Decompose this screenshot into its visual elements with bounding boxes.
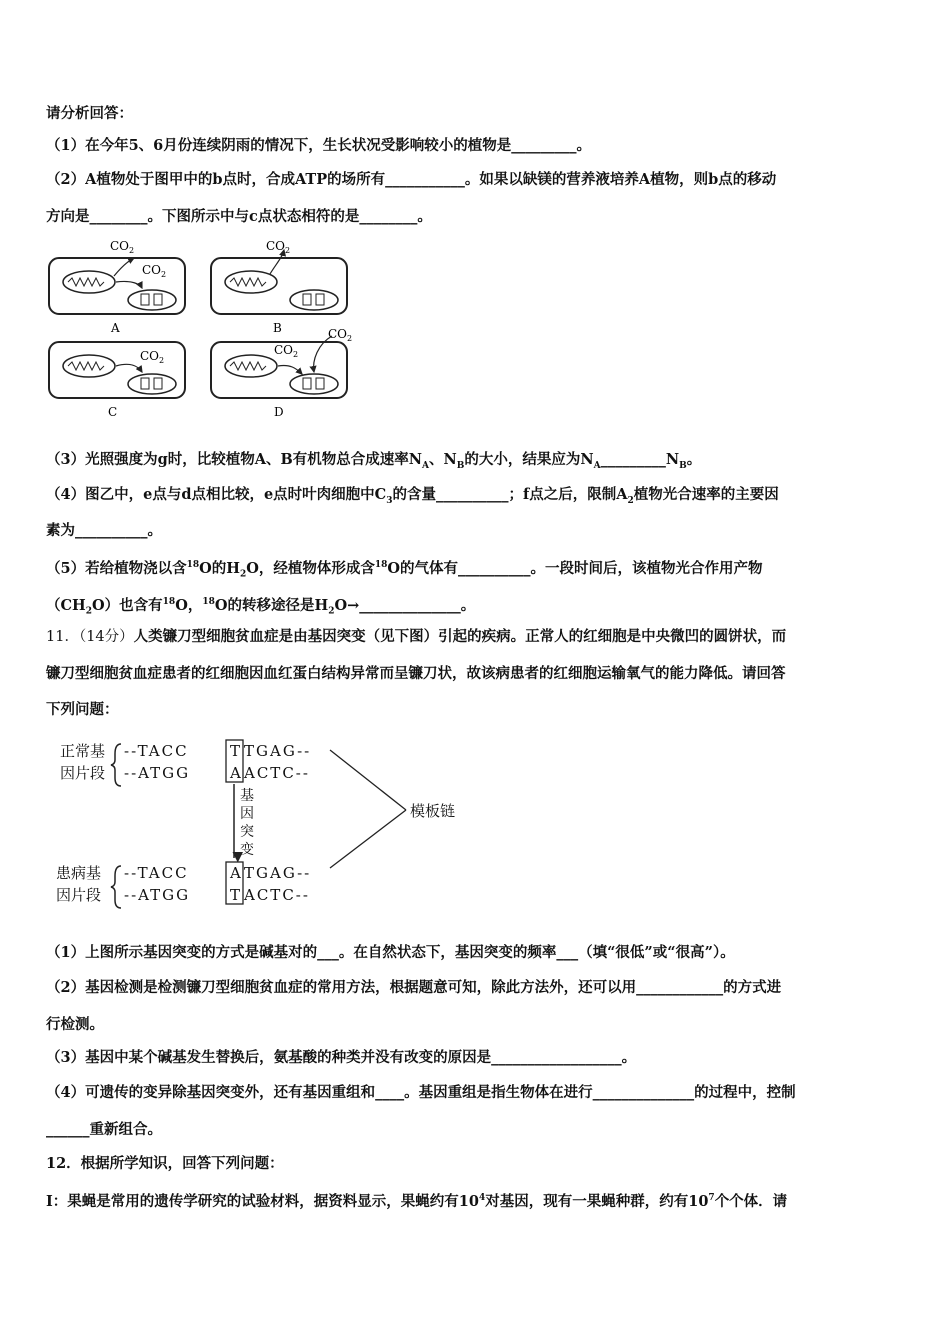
question-3: （3）光照强度为g时，比较植物A、B有机物总合成速率$N_A$、$N_B$的大小，结果应为$N_A\_\_\_\_\_\_\_\_\_N_B$。 [46,451,702,471]
normal-top-strand-base: T [230,742,241,760]
cell-c [49,342,185,419]
normal-top-strand-left: --TACC [124,742,189,760]
normal-bottom-strand-right: ACTC-- [244,764,310,782]
disease-bottom-strand-left: --ATGG [124,886,191,904]
subquestion-3: （3）基因中某个碱基发生替换后，氨基酸的种类并没有改变的原因是__________________。 [46,1049,637,1066]
normal-gene-label-1: 正常基 [60,742,106,760]
subquestion-4-line-1: （4）可遗传的变异除基因突变外，还有基因重组和____。基因重组是指生物体在进行______________的过程中，控制 [46,1084,796,1101]
subquestion-1: （1）上图所示基因突变的方式是碱基对的___。在自然状态下，基因突变的频率___（填“很低”或“很高”）。 [46,944,735,961]
problem-number: 11．（14分） [46,629,134,645]
co2-label: $CO_2$ [266,239,291,255]
mutation-label-char: 因 [240,806,254,822]
disease-top-strand-left: --TACC [124,864,189,882]
disease-top-strand-right: TGAG-- [244,864,312,882]
cell-label-c: C [108,405,118,419]
normal-bottom-strand-left: --ATGG [124,764,191,782]
question-1: （1）在今年5、6月份连续阴雨的情况下，生长状况受影响较小的植物是_________。 [46,137,592,154]
question-2-line-1: （2）A植物处于图甲中的b点时，合成ATP的场所有___________。如果以缺镁的营养液培养A植物，则b点的移动 [46,171,777,188]
cell-label-d: D [274,405,284,419]
co2-label: $CO_2$ [110,239,135,255]
disease-top-strand-base: A [230,864,241,882]
normal-gene-label-2: 因片段 [60,764,106,782]
problem-12-part-i: I：果蝇是常用的遗传学研究的试验材料，据资料显示，果蝇约有$10^4$对基因，现有一果蝇种群，约有$10^7$个个体．请 [46,1192,788,1210]
co2-label: $CO_2$ [328,327,353,343]
cell-b [211,239,347,335]
disease-bottom-strand-base: T [230,886,241,904]
problem-11-line-3: 下列问题： [46,701,119,718]
question-4-line-2: 素为__________。 [46,522,162,539]
cell-label-a: A [111,321,120,335]
mutation-label-char: 基 [240,788,254,804]
cell-a [49,239,185,335]
question-4-line-1: （4）图乙中，e点与d点相比较，e点时叶肉细胞中$C_3$的含量__________；f点之后，限制$A_2$植物光合速率的主要因 [46,486,779,506]
subquestion-4-line-2: ______重新组合。 [46,1121,162,1138]
cell-diagram-figure [44,236,364,424]
problem-12: 12．根据所学知识，回答下列问题： [46,1155,284,1172]
question-5-line-2: $(CH_2O)$也含有$^{18}$O，$^{18}$O的转移途径是$H_2O\to\_\_\_\_\_\_\_\_\_\_\_\_\_\_$。 [46,596,476,617]
question-2-line-2: 方向是________。下图所示中与c点状态相符的是________。 [46,208,432,225]
problem-11-line-2: 镰刀型细胞贫血症患者的红细胞因血红蛋白结构异常而呈镰刀状，故该病患者的红细胞运输氧气的能力降低。请回答 [46,665,786,682]
disease-bottom-strand-right: ACTC-- [244,886,310,904]
subquestion-2-line-1: （2）基因检测是检测镰刀型细胞贫血症的常用方法，根据题意可知，除此方法外，还可以用____________的方式进 [46,979,782,996]
normal-bottom-strand-base: A [230,764,241,782]
template-strand-label: 模板链 [410,802,456,820]
problem-11-line-1: 11．（14分）人类镰刀型细胞贫血症是由基因突变（见下图）引起的疾病。正常人的红细胞是中央微凹的圆饼状，而 [46,628,787,645]
gene-mutation-figure [50,734,490,914]
mutation-label-char: 突 [240,824,254,840]
normal-top-strand-right: TGAG-- [244,742,312,760]
disease-gene-label-2: 因片段 [56,886,102,904]
co2-label: $CO_2$ [142,263,167,279]
subquestion-2-line-2: 行检测。 [46,1016,104,1033]
cell-d [211,327,352,419]
mutation-label-char: 变 [240,842,254,858]
cell-label-b: B [273,321,282,335]
question-5-line-1: （5）若给植物浇以含$^{18}$O的$H_2O$，经植物体形成含$^{18}$O的气体有__________。一段时间后，该植物光合作用产物 [46,559,763,580]
intro-line: 请分析回答： [46,105,133,122]
co2-label: $CO_2$ [140,349,165,365]
disease-gene-label-1: 患病基 [56,864,102,882]
co2-label: $CO_2$ [274,343,299,359]
